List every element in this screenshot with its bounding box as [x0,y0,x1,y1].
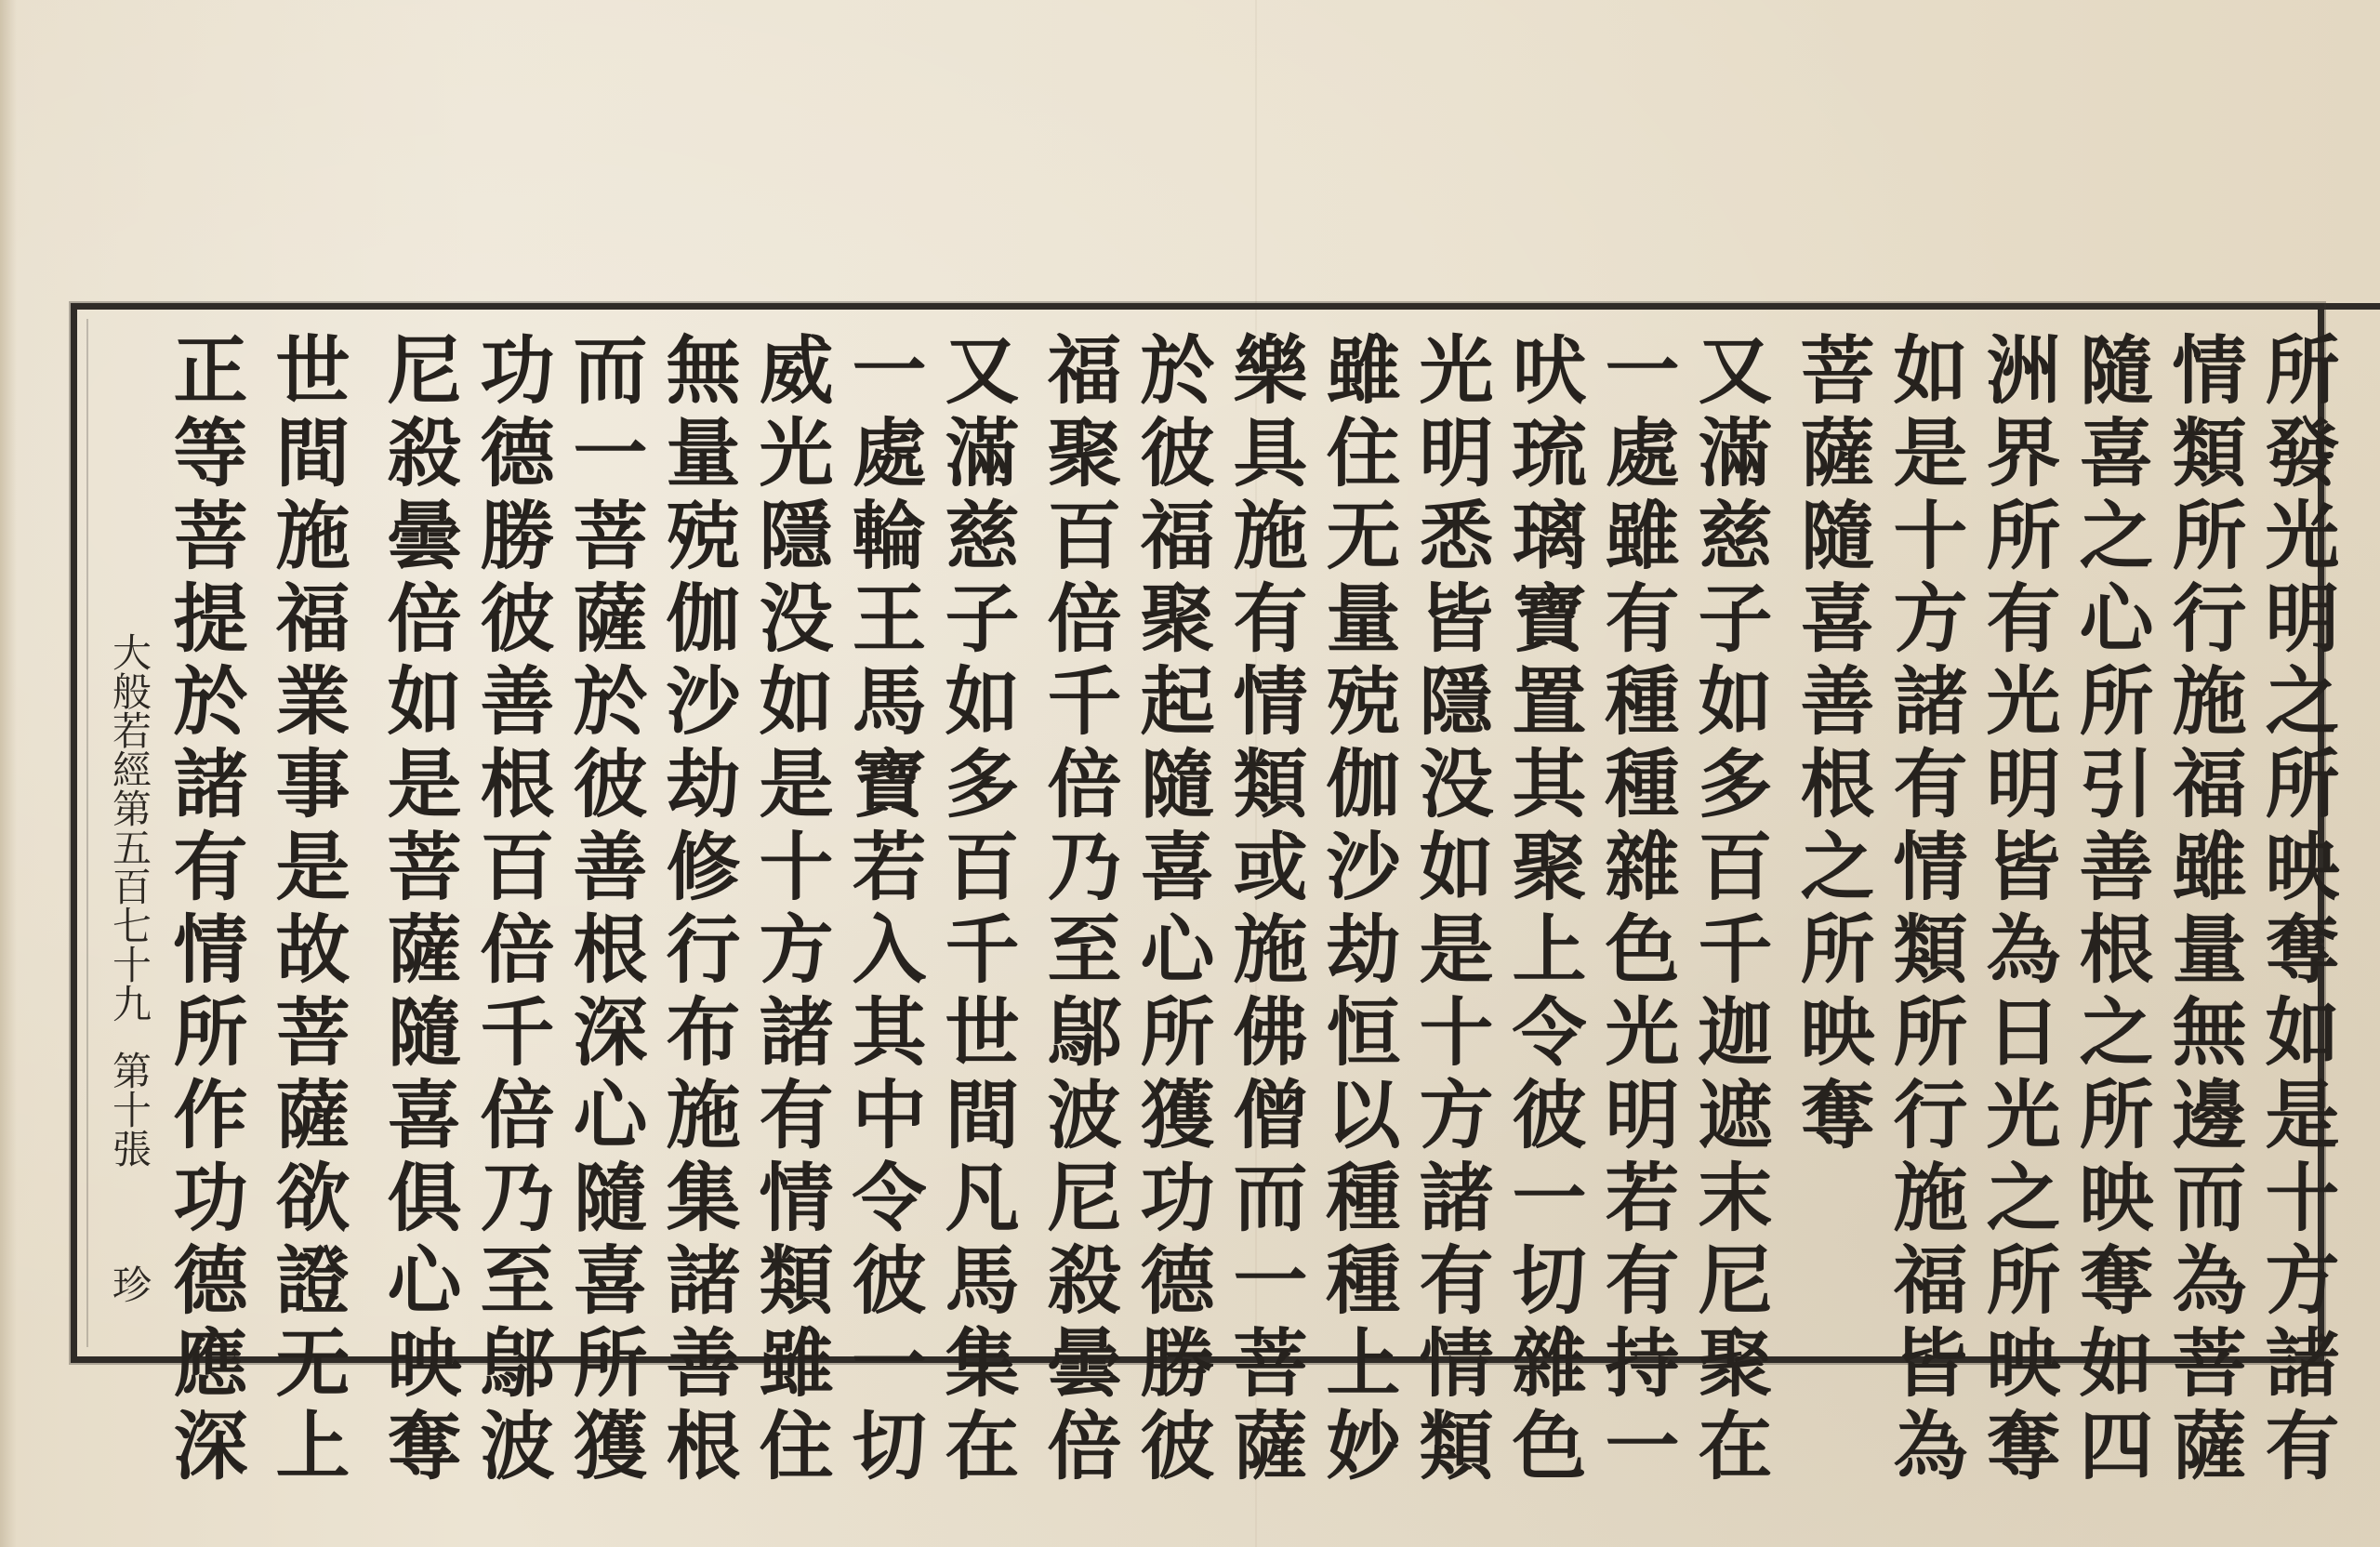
text-column-3: 隨喜之心所引善根之所映奪如四 [2067,331,2154,1489]
text-column-7: 又滿慈子如多百千迦遮末尼聚在 [1686,331,1773,1489]
text-column-10: 光明悉皆隱没如是十方諸有情類 [1407,331,1494,1489]
text-column-15: 又滿慈子如多百千世間凡馬集在 [932,331,1020,1489]
text-column-1: 所發光明之所映奪如是十方諸有 [2253,331,2340,1489]
text-column-8: 一處雖有種種雜色光明若有持一 [1593,331,1680,1489]
text-column-19: 而一菩薩於彼善根深心隨喜所獲 [561,331,648,1489]
text-column-13: 於彼福聚起隨喜心所獲功德勝彼 [1128,331,1215,1489]
text-column-5: 如是十方諸有情類所行施福皆為 [1881,331,1968,1489]
text-column-23: 正等菩提於諸有情所作功德應深 [161,331,248,1489]
text-column-21: 尼殺曇倍如是菩薩隨喜俱心映奪 [375,331,462,1489]
text-column-2: 情類所行施福雖量無邊而為菩薩 [2160,331,2247,1489]
text-column-17: 威光隱没如是十方諸有情類雖住 [747,331,834,1489]
margin-title: 大般若經第五百七十九 [107,632,152,1023]
text-column-9: 吠琉璃寶置其聚上令彼一切雜色 [1500,331,1587,1489]
text-column-16: 一處輪王馬寶若入其中令彼一切 [840,331,927,1489]
text-column-4: 洲界所有光明皆為日光之所映奪 [1974,331,2061,1489]
text-column-6: 菩薩隨喜善根之所映奪 [1788,331,1875,1158]
text-column-18: 無量殑伽沙劫修行布施集諸善根 [654,331,741,1489]
text-column-12: 樂具施有情類或施佛僧而一菩薩 [1221,331,1308,1489]
page-edge [0,0,17,1547]
margin-page-number: 第十張 [107,1051,152,1168]
border-extension [2324,303,2380,310]
text-column-14: 福聚百倍千倍乃至鄔波尼殺曇倍 [1035,331,1122,1489]
margin-mark: 珍 [107,1264,152,1303]
text-column-22: 世間施福業事是故菩薩欲證无上 [263,331,350,1489]
text-column-20: 功德勝彼善根百倍千倍乃至鄔波 [468,331,555,1489]
text-column-11: 雖住无量殑伽沙劫恒以種種上妙 [1314,331,1401,1489]
